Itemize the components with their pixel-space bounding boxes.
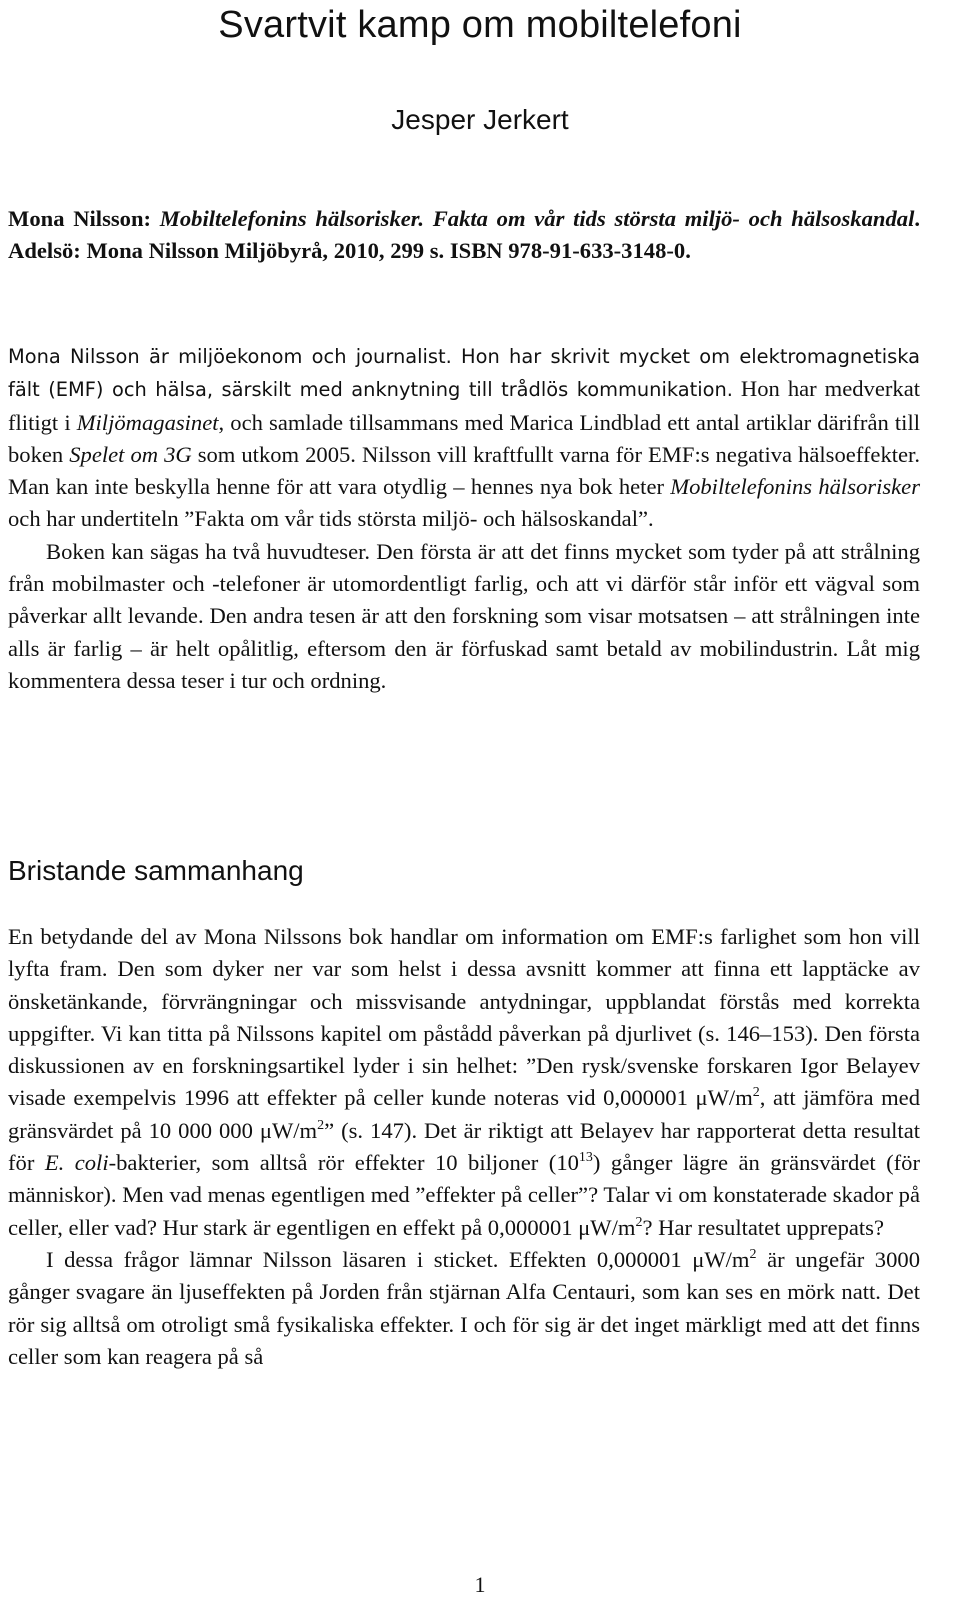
text-run: , och samlade tillsammans med Marica Lindblad ett antal artiklar därifrån till boken — [8, 409, 920, 467]
intro-sans-text: Mona Nilsson är miljöekonom och journalist. Hon har skrivit mycket om elektromagnetiska fält (EMF) och hälsa, särskilt med anknytning till trådlös kommunikation. — [8, 345, 920, 402]
text-run: Hon har medverkat flitigt i — [8, 376, 921, 435]
text-run: är ungefär 3000 gånger svagare än ljuseffekten på Jorden från stjärnan Alfa Centauri, som kan ses en mörk natt. Det rör sig alltså om otroligt små fysikaliska effekter. I och för sig är det inget märkligt med att det finns celler som kan reagera på så — [8, 1246, 920, 1369]
superscript: 13 — [578, 1150, 593, 1166]
text-run: -bakterier, som alltså rör effekter 10 biljoner (10 — [108, 1150, 579, 1176]
text-run: och har undertiteln ”Fakta om vår tids största miljö- och hälsoskandal”. — [8, 506, 654, 532]
intro-paragraph-2: Boken kan sägas ha två huvudteser. Den första är att det finns mycket som tyder på att strålning från mobilmaster och -telefoner är utomordentligt farlig, och att vi därför står inför ett vägval som påverkar allt levande. Den andra tesen är att den forskning som visar motsatsen – att strålningen inte alls är farlig – är helt opålitlig, eftersom den är förfuskad samt betald av mobilindustrin. Låt mig kommentera dessa teser i tur och ordning. — [8, 538, 920, 693]
section-heading: Bristande sammanhang — [8, 855, 304, 886]
superscript: 2 — [749, 1246, 757, 1262]
citation-book-title: Mobiltelefonins hälsorisker. Fakta om vår tids största miljö- och hälsoskandal — [159, 206, 915, 231]
article-title: Svartvit kamp om mobiltelefoni — [218, 4, 742, 46]
book-title-mobiltelefonins: Mobiltelefonins hälsorisker — [670, 474, 920, 500]
magazine-title: Miljömagasinet — [76, 409, 219, 435]
page-number: 1 — [474, 1572, 486, 1597]
citation-author: Mona Nilsson: — [8, 206, 160, 231]
text-run: En betydande del av Mona Nilssons bok handlar om information om EMF:s farlighet som hon vill lyfta fram. Den som dyker ner var som helst i dessa avsnitt kommer att finna ett lapptäcke av önsketänkande, förvrängningar och missvisande antydningar, uppblandat förstås med korrekta uppgifter. Vi kan titta på Nilssons kapitel om påstådd påverkan på djurlivet (s. 146–153). Den första diskussionen av en forskningsartikel lyder i sin helhet: ”Den rysk/svenske forskaren Igor Belayev visade exempelvis 1996 att effekter på celler kunde noteras vid 0,000001 μW/m — [8, 924, 920, 1111]
section-block — [8, 921, 920, 1373]
text-run: ) gånger lägre än gränsvärdet (för människor). Men vad menas egentligen med ”effekter på celler”? Talar vi om konstaterade skador på celler, eller vad? Hur stark är egentligen en effekt på 0,000001 μW/m — [8, 1150, 920, 1240]
text-run: ? Har resultatet upprepats? — [642, 1214, 884, 1240]
book-title-spelet: Spelet om 3G — [69, 441, 192, 467]
text-run: I dessa frågor lämnar Nilsson läsaren i sticket. Effekten 0,000001 μW/m — [46, 1246, 750, 1272]
book-citation — [8, 203, 920, 268]
text-run: som utkom 2005. Nilsson vill kraftfullt varna för EMF:s negativa hälsoeffekter. Man kan inte beskylla henne för att vara otydlig – hennes nya bok heter — [8, 441, 920, 500]
section-paragraph-2 — [8, 1244, 920, 1373]
superscript: 2 — [317, 1117, 325, 1133]
intro-paragraph-1 — [8, 340, 920, 536]
citation-publisher: . Adelsö: Mona Nilsson Miljöbyrå, 2010, 299 s. ISBN 978-91-633-3148-0. — [8, 206, 920, 264]
section-paragraph-1 — [8, 921, 920, 1244]
species-name: E. coli — [44, 1150, 109, 1176]
superscript: 2 — [752, 1085, 760, 1101]
superscript: 2 — [635, 1214, 643, 1230]
intro-block — [8, 340, 920, 697]
text-run: ” (s. 147). Det är riktigt att Belayev har rapporterat detta resultat för — [8, 1117, 921, 1176]
text-run: , att jämföra med gränsvärdet på 10 000 000 μW/m — [8, 1085, 920, 1143]
author-name: Jesper Jerkert — [391, 104, 569, 135]
